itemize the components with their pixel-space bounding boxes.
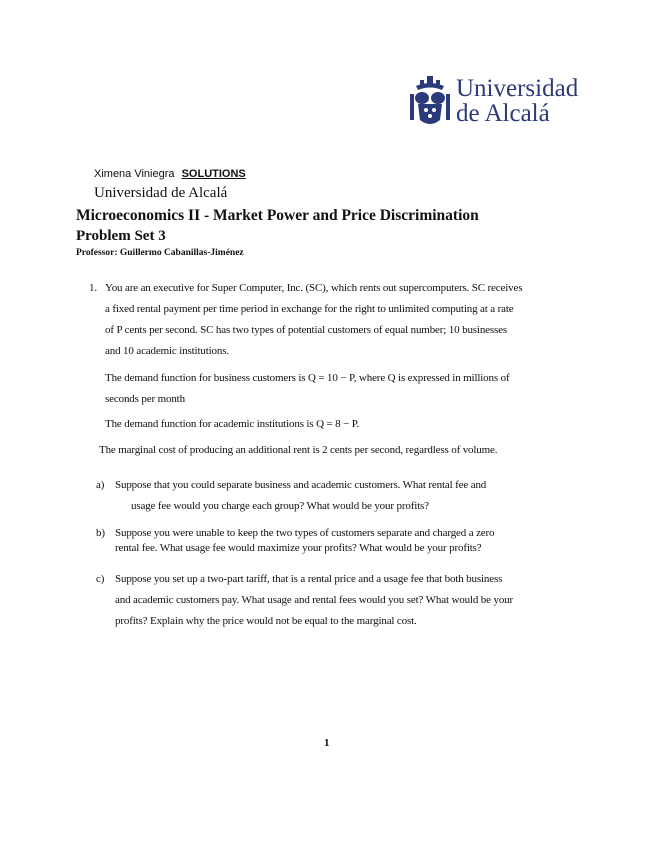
university-crest-icon	[408, 74, 452, 130]
problem-number: 1.	[89, 282, 97, 294]
author-line	[94, 168, 246, 180]
demand-business-line: The demand function for business customers is Q = 10 − P, where Q is expressed in millions of	[105, 372, 510, 384]
subquestion-text: Suppose that you could separate business and academic customers. What rental fee and	[115, 479, 487, 491]
subquestion-label: a)	[96, 479, 105, 491]
page-number: 1	[324, 737, 330, 749]
professor-line: Professor: Guillermo Cabanillas-Jiménez	[76, 248, 244, 258]
demand-business-line: seconds per month	[105, 393, 185, 405]
subquestion-label: b)	[96, 527, 105, 539]
solutions-label: SOLUTIONS	[181, 168, 246, 180]
logo-text-line1: Universidad	[456, 75, 579, 102]
course-title: Microeconomics II - Market Power and Price Discrimination	[76, 207, 479, 224]
marginal-cost-line: The marginal cost of producing an additional rent is 2 cents per second, regardless of volume.	[99, 444, 498, 456]
subquestion-text: profits? Explain why the price would not be equal to the marginal cost.	[115, 615, 417, 627]
subquestion-label: c)	[96, 573, 105, 585]
problem-text-line: You are an executive for Super Computer, Inc. (SC), which rents out supercomputers. SC receives	[105, 282, 523, 294]
subquestion-text: usage fee would you charge each group? What would be your profits?	[131, 500, 429, 512]
problem-text-line: and 10 academic institutions.	[105, 345, 229, 357]
problem-text-line: a fixed rental payment per time period in exchange for the right to unlimited computing at a rate	[105, 303, 514, 315]
university-name: Universidad de Alcalá	[94, 185, 228, 201]
subquestion-text: and academic customers pay. What usage and rental fees would you set? What would be your	[115, 594, 514, 606]
problem-set-title: Problem Set 3	[76, 228, 166, 244]
problem-text-line: of P cents per second. SC has two types of potential customers of equal number; 10 businesses	[105, 324, 508, 336]
subquestion-text: Suppose you set up a two-part tariff, that is a rental price and a usage fee that both business	[115, 573, 503, 585]
subquestion-text: Suppose you were unable to keep the two types of customers separate and charged a zero	[115, 527, 495, 539]
subquestion-text: rental fee. What usage fee would maximize your profits? What would be your profits?	[115, 542, 482, 554]
logo-text-line2: de Alcalá	[456, 100, 550, 127]
author-name: Ximena Viniegra	[94, 168, 175, 180]
university-logo	[408, 74, 578, 130]
demand-academic-line: The demand function for academic institutions is Q = 8 − P.	[105, 418, 360, 430]
